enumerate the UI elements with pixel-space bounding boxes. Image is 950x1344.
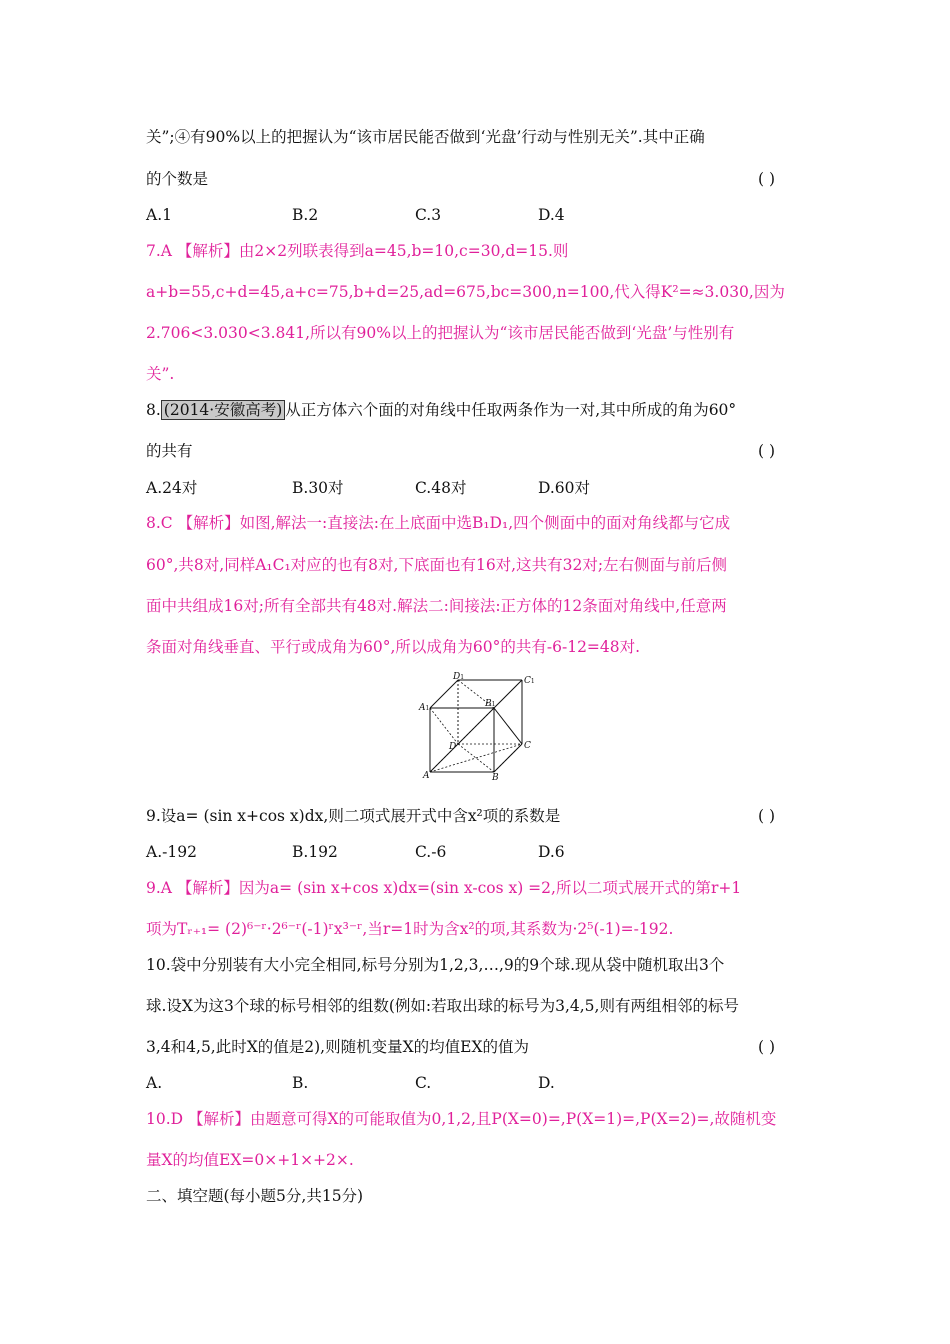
section2-title: 二、填空题(每小题5分,共15分) [146, 1187, 364, 1205]
a7-line4: 关”. [146, 365, 175, 383]
q9-option-d: D.6 [538, 843, 565, 861]
label-a1: A1 [419, 703, 430, 713]
q6-option-d: D.4 [538, 206, 565, 224]
q10-option-c: C. [415, 1074, 432, 1092]
label-a: A [423, 771, 430, 781]
q8-text: 从正方体六个面的对角线中任取两条作为一对,其中所成的角为60° [285, 401, 737, 419]
q8-option-d: D.60对 [538, 479, 591, 497]
a7-line2: a+b=55,c+d=45,a+c=75,b+d=25,ad=675,bc=300,n=100,代入得K²=≈3.030,因为 [146, 283, 785, 301]
q6-answer-paren: ( ) [758, 170, 776, 188]
a8-line4: 条面对角线垂直、平行或成角为60°,所以成角为60°的共有-6-12=48对. [146, 638, 641, 656]
cube-diagram [412, 670, 542, 785]
q9-option-b: B.192 [292, 843, 338, 861]
q8-option-c: C.48对 [415, 479, 467, 497]
q10-answer-paren: ( ) [758, 1038, 776, 1056]
q6-line1: 关”;④有90%以上的把握认为“该市居民能否做到‘光盘’行动与性别无关”.其中正确 [146, 128, 705, 146]
a8-line1: 8.C 【解析】如图,解法一:直接法:在上底面中选B₁D₁,四个侧面中的面对角线都与它成 [146, 514, 731, 532]
q8-option-b: B.30对 [292, 479, 344, 497]
a9-line1: 9.A 【解析】因为a= (sin x+cos x)dx=(sin x-cos x) =2,所以二项式展开式的第r+1 [146, 879, 742, 897]
a8-line2: 60°,共8对,同样A₁C₁对应的也有8对,下底面也有16对,这共有32对;左右侧面与前后侧 [146, 556, 728, 574]
label-d: D [449, 742, 457, 752]
label-d1: D1 [453, 672, 465, 682]
a9-line2: 项为Tᵣ₊₁= (2)⁶⁻ʳ·2⁶⁻ʳ(-1)ʳx³⁻ʳ,当r=1时为含x²的项,其系数为·2⁵(-1)=-192. [146, 920, 674, 938]
q6-option-a: A.1 [146, 206, 172, 224]
q6-line2: 的个数是 [146, 170, 209, 188]
q10-option-b: B. [292, 1074, 309, 1092]
label-c: C [524, 741, 531, 751]
q6-option-c: C.3 [415, 206, 442, 224]
a10-line2: 量X的均值EX=0×+1×+2×. [146, 1151, 354, 1169]
a7-line1: 7.A 【解析】由2×2列联表得到a=45,b=10,c=30,d=15.则 [146, 242, 569, 260]
q9-option-a: A.-192 [146, 843, 197, 861]
q8-option-a: A.24对 [146, 479, 198, 497]
q10-line2: 球.设X为这3个球的标号相邻的组数(例如:若取出球的标号为3,4,5,则有两组相邻的标号 [146, 997, 739, 1015]
q9-answer-paren: ( ) [758, 807, 776, 825]
q8-line1 [146, 400, 736, 420]
q8-answer-paren: ( ) [758, 442, 776, 460]
q8-number: 8. [146, 401, 161, 419]
q10-option-a: A. [146, 1074, 163, 1092]
q8-line2: 的共有 [146, 442, 193, 460]
label-b: B [492, 773, 499, 783]
q6-option-b: B.2 [292, 206, 319, 224]
a8-line3: 面中共组成16对;所有全部共有48对.解法二:间接法:正方体的12条面对角线中,任意两 [146, 597, 727, 615]
q10-line1: 10.袋中分别装有大小完全相同,标号分别为1,2,3,…,9的9个球.现从袋中随机取出3个 [146, 956, 725, 974]
q8-source-tag: (2014·安徽高考) [161, 400, 285, 420]
label-b1: B1 [485, 699, 496, 709]
q10-line3: 3,4和4,5,此时X的值是2),则随机变量X的均值EX的值为 [146, 1038, 529, 1056]
q9-line1: 9.设a= (sin x+cos x)dx,则二项式展开式中含x²项的系数是 [146, 807, 561, 825]
q10-option-d: D. [538, 1074, 555, 1092]
a7-line3: 2.706<3.030<3.841,所以有90%以上的把握认为“该市居民能否做到‘光盘’与性别有 [146, 324, 735, 342]
q9-option-c: C.-6 [415, 843, 447, 861]
a10-line1: 10.D 【解析】由题意可得X的可能取值为0,1,2,且P(X=0)=,P(X=1)=,P(X=2)=,故随机变 [146, 1110, 777, 1128]
label-c1: C1 [524, 676, 535, 686]
